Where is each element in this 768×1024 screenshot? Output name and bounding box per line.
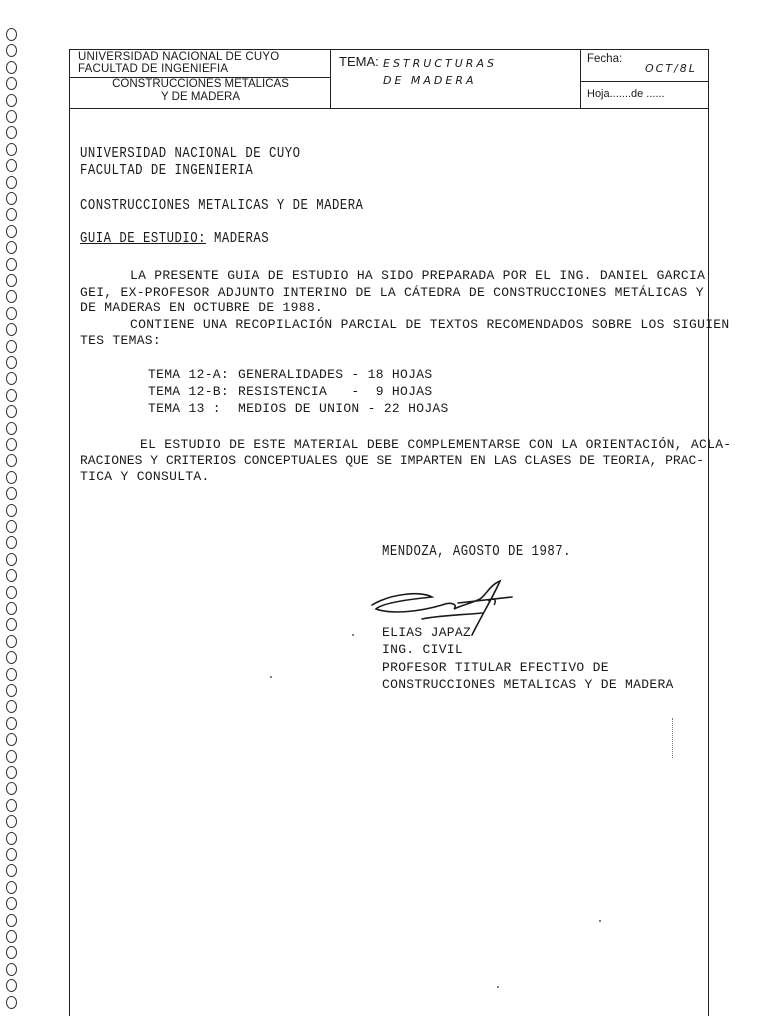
body-department: CONSTRUCCIONES METALICAS Y DE MADERA xyxy=(80,197,364,214)
binding-hole xyxy=(6,520,17,533)
binding-hole xyxy=(6,635,17,648)
header-institution-cell xyxy=(70,50,331,108)
binding-hole xyxy=(6,208,17,221)
binding-hole xyxy=(6,897,17,910)
binding-hole xyxy=(6,323,17,336)
binding-hole xyxy=(6,881,17,894)
binding-hole xyxy=(6,454,17,467)
header-department-line1: CONSTRUCCIONES METALICAS xyxy=(112,78,289,90)
paragraph1-line3: DE MADERAS EN OCTUBRE DE 1988. xyxy=(80,300,324,315)
binding-hole xyxy=(6,684,17,697)
fecha-label: Fecha: xyxy=(587,53,623,65)
body-university: UNIVERSIDAD NACIONAL DE CUYO xyxy=(80,145,301,162)
binding-hole xyxy=(6,963,17,976)
paragraph1-line1: LA PRESENTE GUIA DE ESTUDIO HA SIDO PREPARADA POR EL ING. DANIEL GARCIA xyxy=(130,268,706,283)
binding-hole xyxy=(6,438,17,451)
binding-hole xyxy=(6,126,17,139)
topic-description: MEDIOS DE UNION - 22 HOJAS xyxy=(238,401,449,416)
binding-hole xyxy=(6,290,17,303)
binding-hole xyxy=(6,94,17,107)
binding-hole xyxy=(6,750,17,763)
paragraph3-line1: EL ESTUDIO DE ESTE MATERIAL DEBE COMPLEMENTARSE CON LA ORIENTACIÓN, ACLA- xyxy=(140,437,732,452)
tema-label: TEMA: xyxy=(339,54,379,69)
paragraph3-line3: TICA Y CONSULTA. xyxy=(80,469,210,484)
binding-hole xyxy=(6,553,17,566)
scan-artifact xyxy=(672,718,675,758)
binding-hole xyxy=(6,651,17,664)
paragraph3-line2: RACIONES Y CRITERIOS CONCEPTUALES QUE SE IMPARTEN EN LAS CLASES DE TEORIA, PRAC- xyxy=(80,453,705,468)
paragraph1-line2: GEI, EX-PROFESOR ADJUNTO INTERINO DE LA CÁTEDRA DE CONSTRUCCIONES METÁLICAS Y xyxy=(80,285,704,300)
binding-hole xyxy=(6,176,17,189)
header-table xyxy=(70,50,708,109)
binding-hole xyxy=(6,799,17,812)
guide-label: GUIA DE ESTUDIO: xyxy=(80,230,206,247)
binding-hole xyxy=(6,110,17,123)
binding-hole xyxy=(6,241,17,254)
paragraph2-line1: CONTIENE UNA RECOPILACIÓN PARCIAL DE TEXTOS RECOMENDADOS SOBRE LOS SIGUIEN xyxy=(130,317,730,332)
hoja-label: Hoja.......de ...... xyxy=(587,88,665,100)
topic-number: TEMA 12-B: xyxy=(148,384,230,399)
binding-hole xyxy=(6,766,17,779)
binding-hole xyxy=(6,422,17,435)
date-divider xyxy=(581,81,708,82)
header-tema-cell xyxy=(331,50,581,108)
binding-hole xyxy=(6,996,17,1009)
binding-hole xyxy=(6,733,17,746)
signer-role-line2: CONSTRUCCIONES METALICAS Y DE MADERA xyxy=(382,677,674,692)
signer-role-line1: PROFESOR TITULAR EFECTIVO DE xyxy=(382,660,609,675)
binding-hole xyxy=(6,602,17,615)
binding-hole xyxy=(6,77,17,90)
binding-hole xyxy=(6,782,17,795)
body-faculty: FACULTAD DE INGENIERIA xyxy=(80,162,254,179)
spiral-binding xyxy=(6,28,22,1018)
binding-hole xyxy=(6,586,17,599)
binding-hole xyxy=(6,356,17,369)
binding-hole xyxy=(6,717,17,730)
binding-hole xyxy=(6,159,17,172)
signer-title: ING. CIVIL xyxy=(382,642,464,657)
binding-hole xyxy=(6,44,17,57)
header-faculty: FACULTAD DE INGENIEFIA xyxy=(78,63,229,75)
binding-hole xyxy=(6,143,17,156)
binding-hole xyxy=(6,914,17,927)
binding-hole xyxy=(6,225,17,238)
binding-hole xyxy=(6,815,17,828)
binding-hole xyxy=(6,274,17,287)
binding-hole xyxy=(6,930,17,943)
tema-value-line2: DE MADERA xyxy=(383,74,477,87)
binding-hole xyxy=(6,28,17,41)
binding-hole xyxy=(6,192,17,205)
binding-hole xyxy=(6,569,17,582)
binding-hole xyxy=(6,979,17,992)
binding-hole xyxy=(6,504,17,517)
topic-description: GENERALIDADES - 18 HOJAS xyxy=(238,367,433,382)
binding-hole xyxy=(6,832,17,845)
binding-hole xyxy=(6,536,17,549)
guide-topic: MADERAS xyxy=(214,230,270,247)
binding-hole xyxy=(6,61,17,74)
topic-description: RESISTENCIA - 9 HOJAS xyxy=(238,384,433,399)
binding-hole xyxy=(6,848,17,861)
tema-value-line1: ESTRUCTURAS xyxy=(383,57,497,70)
binding-hole xyxy=(6,307,17,320)
scan-speck xyxy=(352,634,354,636)
binding-hole xyxy=(6,389,17,402)
binding-hole xyxy=(6,471,17,484)
fecha-value: OCT/8L xyxy=(645,62,697,75)
signer-name: ELIAS JAPAZ xyxy=(382,625,472,640)
paragraph2-line2: TES TEMAS: xyxy=(80,333,162,348)
scan-speck xyxy=(497,986,499,988)
binding-hole xyxy=(6,340,17,353)
binding-hole xyxy=(6,372,17,385)
topic-number: TEMA 13 : xyxy=(148,401,221,416)
binding-hole xyxy=(6,946,17,959)
header-university: UNIVERSIDAD NACIONAL DE CUYO xyxy=(78,51,280,63)
binding-hole xyxy=(6,618,17,631)
header-date-cell xyxy=(581,50,708,108)
place-date: MENDOZA, AGOSTO DE 1987. xyxy=(382,543,571,560)
document-page xyxy=(69,49,709,1016)
scan-speck xyxy=(599,920,601,922)
scan-speck xyxy=(270,676,272,678)
topic-number: TEMA 12-A: xyxy=(148,367,230,382)
binding-hole xyxy=(6,258,17,271)
binding-hole xyxy=(6,700,17,713)
binding-hole xyxy=(6,668,17,681)
header-department-line2: Y DE MADERA xyxy=(160,91,241,103)
binding-hole xyxy=(6,864,17,877)
binding-hole xyxy=(6,487,17,500)
binding-hole xyxy=(6,405,17,418)
